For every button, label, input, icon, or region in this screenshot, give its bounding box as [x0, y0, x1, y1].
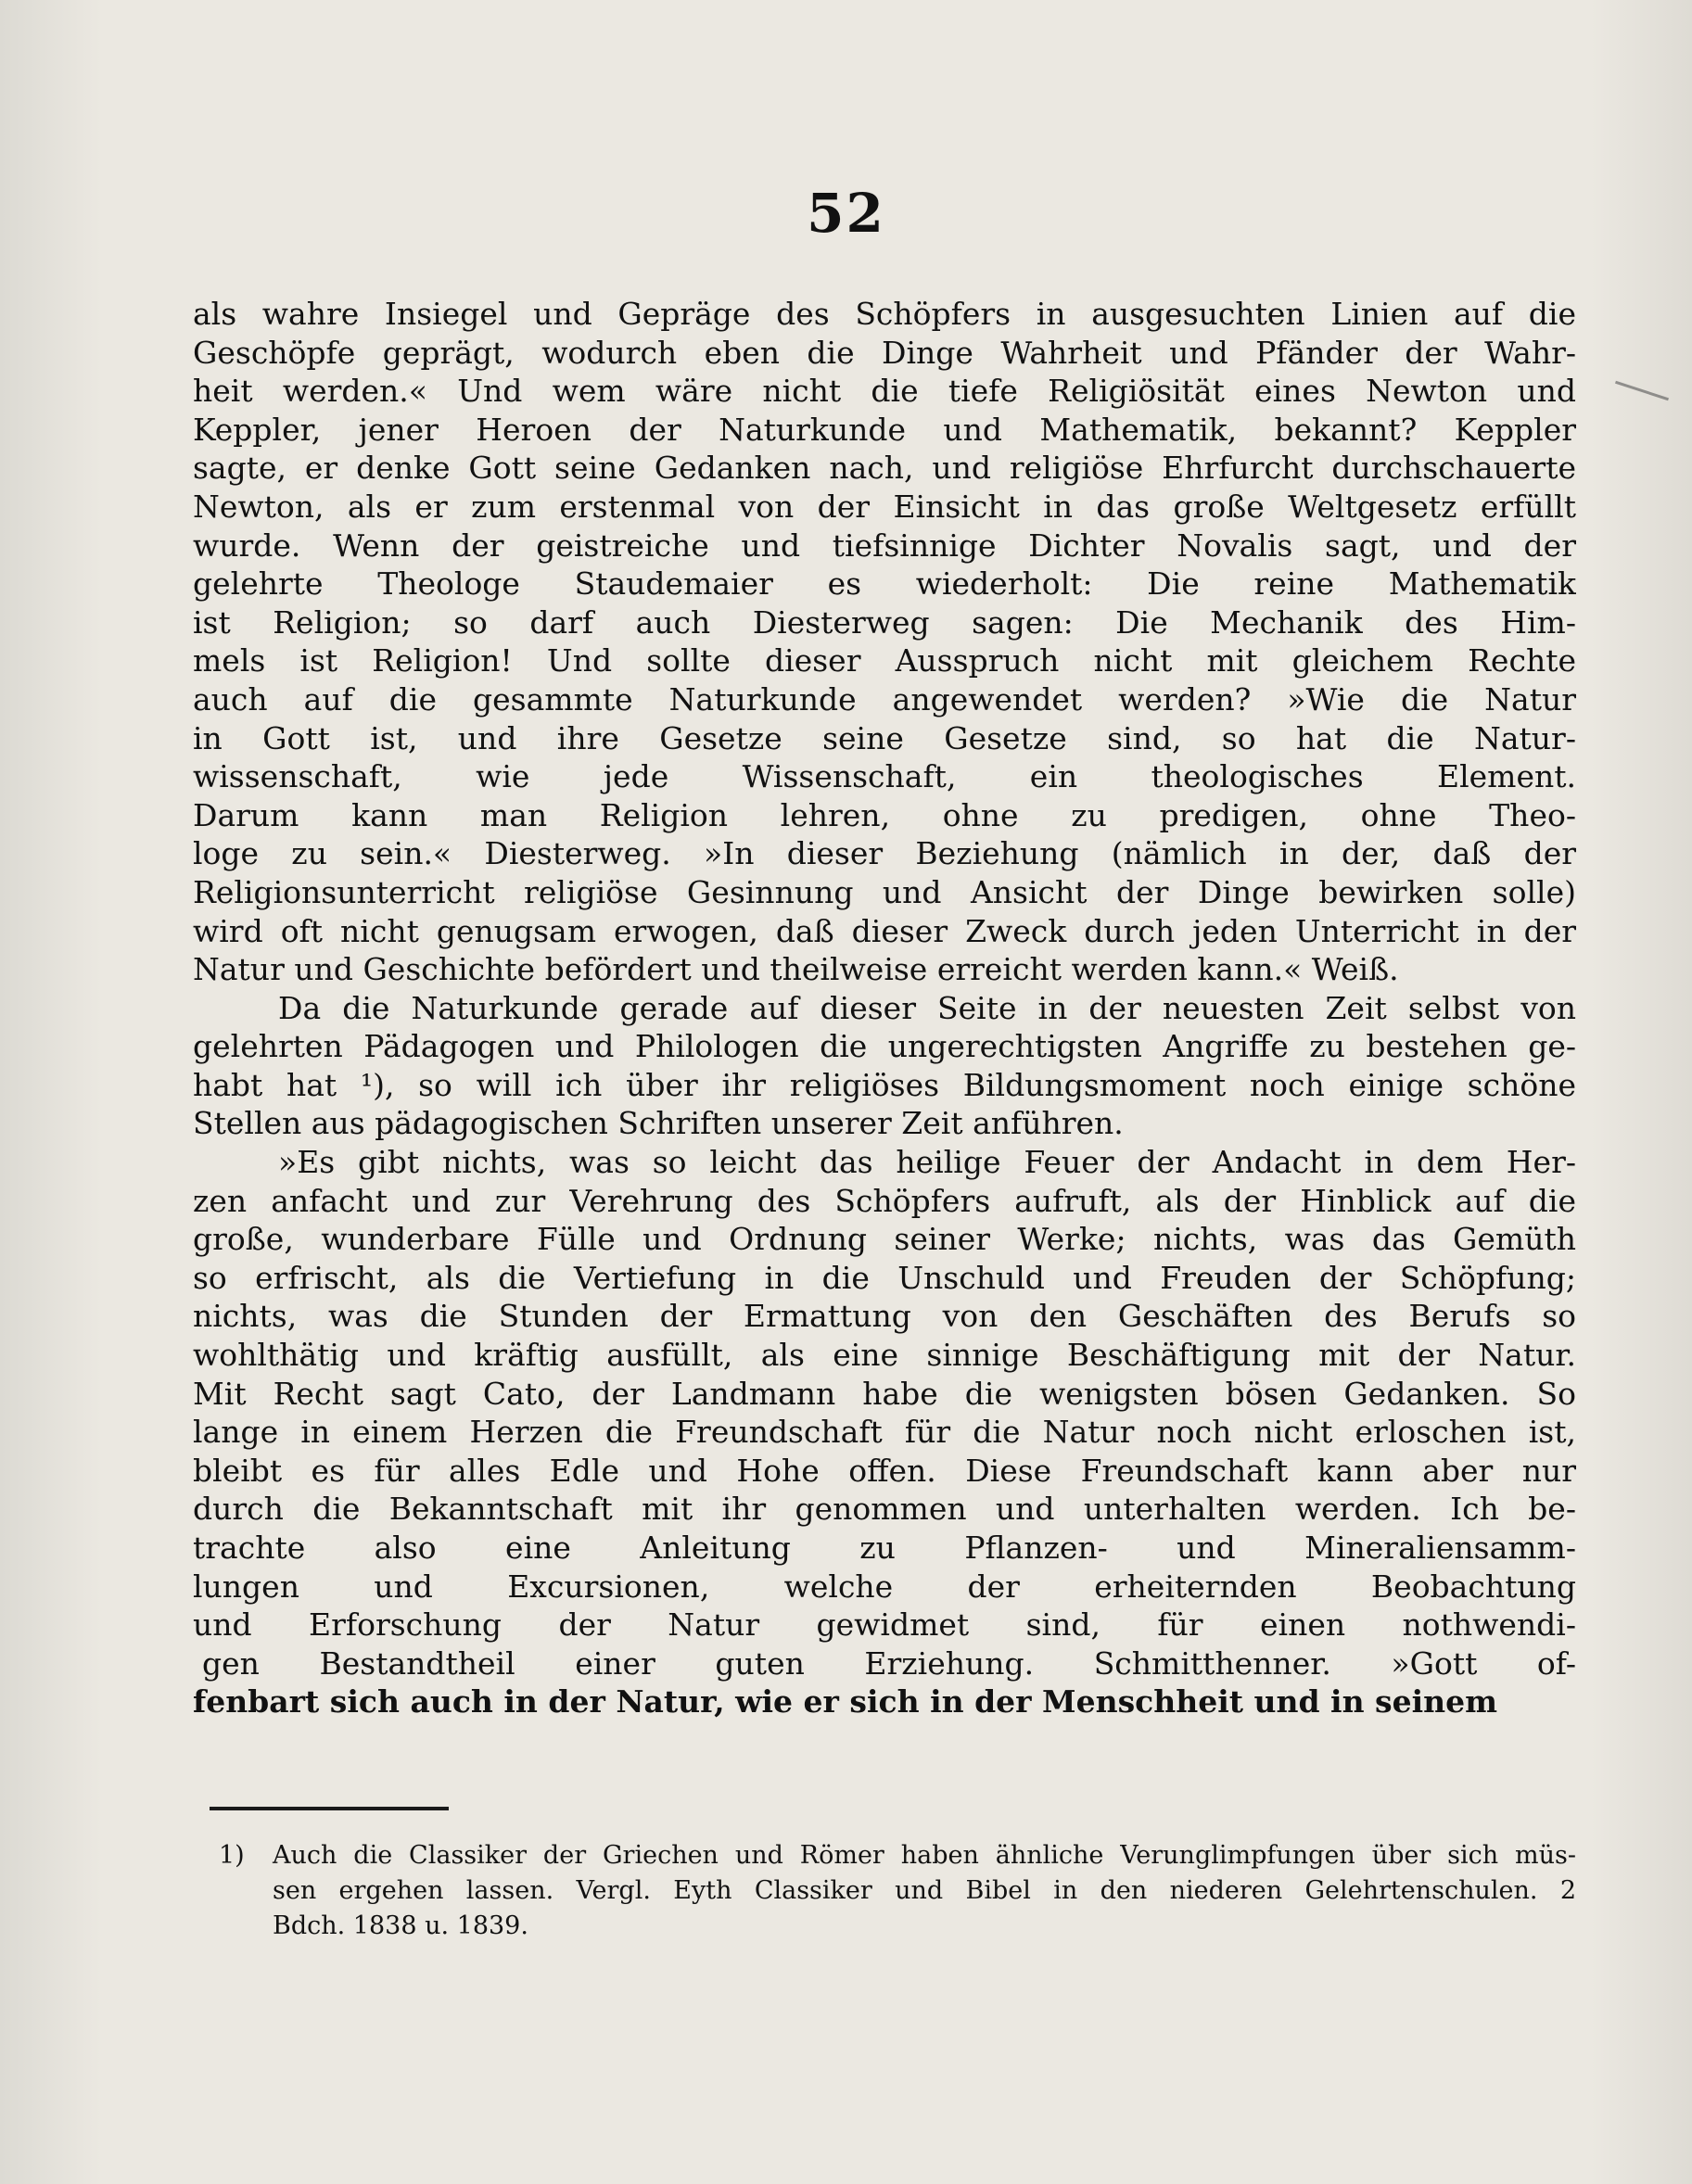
text-line: auch auf die gesammte Naturkunde angewendet werden? »Wie die Natur — [193, 680, 1576, 717]
text-line: gelehrten Pädagogen und Philologen die ungerechtigsten Angriffe zu bestehen ge- — [193, 1028, 1576, 1065]
text-line: Stellen aus pädagogischen Schriften unserer Zeit anführen. — [193, 1105, 1124, 1142]
text-line: wohlthätig und kräftig ausfüllt, als eine sinnige Beschäftigung mit der Natur. — [193, 1337, 1576, 1374]
scan-mark — [1615, 381, 1669, 400]
text-line: so erfrischt, als die Vertiefung in die Unschuld und Freuden der Schöpfung; — [193, 1259, 1576, 1296]
footnote-rule — [210, 1807, 449, 1810]
footnote-line: Bdch. 1838 u. 1839. — [273, 1911, 528, 1940]
text-line: Geschöpfe geprägt, wodurch eben die Dinge Wahrheit und Pfänder der Wahr- — [193, 334, 1576, 371]
text-line: bleibt es für alles Edle und Hohe offen. Diese Freundschaft kann aber nur — [193, 1452, 1576, 1489]
text-line: mels ist Religion! Und sollte dieser Ausspruch nicht mit gleichem Rechte — [193, 642, 1576, 679]
text-line: Newton, als er zum erstenmal von der Einsicht in das große Weltgesetz erfüllt — [193, 488, 1576, 525]
text-line: Darum kann man Religion lehren, ohne zu predigen, ohne Theo- — [193, 796, 1576, 833]
text-line: nichts, was die Stunden der Ermattung von den Geschäften des Berufs so — [193, 1298, 1576, 1335]
footnote-marker: 1) — [219, 1841, 245, 1870]
text-line: heit werden.« Und wem wäre nicht die tiefe Religiösität eines Newton und — [193, 373, 1576, 410]
text-line: lungen und Excursionen, welche der erheiternden Beobachtung — [193, 1568, 1576, 1605]
text-line: wird oft nicht genugsam erwogen, daß dieser Zweck durch jeden Unterricht in der — [193, 912, 1576, 949]
text-line: Natur und Geschichte befördert und theilweise erreicht werden kann.« Weiß. — [193, 951, 1399, 988]
text-line: in Gott ist, und ihre Gesetze seine Gesetze sind, so hat die Natur- — [193, 719, 1576, 756]
text-line: »Es gibt nichts, was so leicht das heilige Feuer der Andacht in dem Her- — [278, 1144, 1576, 1181]
text-line: loge zu sein.« Diesterweg. »In dieser Beziehung (nämlich in der, daß der — [193, 835, 1576, 872]
text-line: trachte also eine Anleitung zu Pflanzen- und Mineraliensamm- — [193, 1530, 1576, 1566]
text-line: und Erforschung der Natur gewidmet sind, für einen nothwendi- — [193, 1606, 1576, 1644]
page-number: 52 — [807, 182, 885, 245]
text-line: wurde. Wenn der geistreiche und tiefsinnige Dichter Novalis sagt, und der — [193, 527, 1576, 564]
text-line: Religionsunterricht religiöse Gesinnung und Ansicht der Dinge bewirken solle) — [193, 873, 1576, 910]
text-line: sagte, er denke Gott seine Gedanken nach, und religiöse Ehrfurcht durchschauerte — [193, 450, 1576, 487]
text-line: fenbart sich auch in der Natur, wie er sich in der Menschheit und in seinem — [193, 1683, 1498, 1721]
text-line: Keppler, jener Heroen der Naturkunde und Mathematik, bekannt? Keppler — [193, 411, 1576, 448]
footnote-line — [219, 1838, 1576, 1873]
body-text — [193, 295, 1576, 1721]
text-line: große, wunderbare Fülle und Ordnung seiner Werke; nichts, was das Gemüth — [193, 1221, 1576, 1258]
text-line: Da die Naturkunde gerade auf dieser Seite in der neuesten Zeit selbst von — [278, 989, 1576, 1026]
text-line: lange in einem Herzen die Freundschaft für die Natur noch nicht erloschen ist, — [193, 1414, 1576, 1451]
text-line: gelehrte Theologe Staudemaier es wiederholt: Die reine Mathematik — [193, 565, 1576, 603]
footnotes — [219, 1838, 1576, 1944]
text-line: wissenschaft, wie jede Wissenschaft, ein theologisches Element. — [193, 758, 1576, 795]
text-line: habt hat ¹), so will ich über ihr religiöses Bildungsmoment noch einige schöne — [193, 1066, 1576, 1103]
text-line: Mit Recht sagt Cato, der Landmann habe die wenigsten bösen Gedanken. So — [193, 1375, 1576, 1412]
footnote-line: sen ergehen lassen. Vergl. Eyth Classiker und Bibel in den niederen Gelehrtenschulen. 2 — [273, 1876, 1576, 1905]
text-line: ist Religion; so darf auch Diesterweg sagen: Die Mechanik des Him- — [193, 603, 1576, 641]
text-line: gen Bestandtheil einer guten Erziehung. Schmitthenner. »Gott of- — [202, 1644, 1576, 1682]
footnote-text: Auch die Classiker der Griechen und Römer haben ähnliche Verunglimpfungen über sich müs- — [273, 1841, 1576, 1870]
text-line: zen anfacht und zur Verehrung des Schöpfers aufruft, als der Hinblick auf die — [193, 1182, 1576, 1219]
text-line: durch die Bekanntschaft mit ihr genommen und unterhalten werden. Ich be- — [193, 1491, 1576, 1528]
text-line: als wahre Insiegel und Gepräge des Schöpfers in ausgesuchten Linien auf die — [193, 296, 1576, 332]
